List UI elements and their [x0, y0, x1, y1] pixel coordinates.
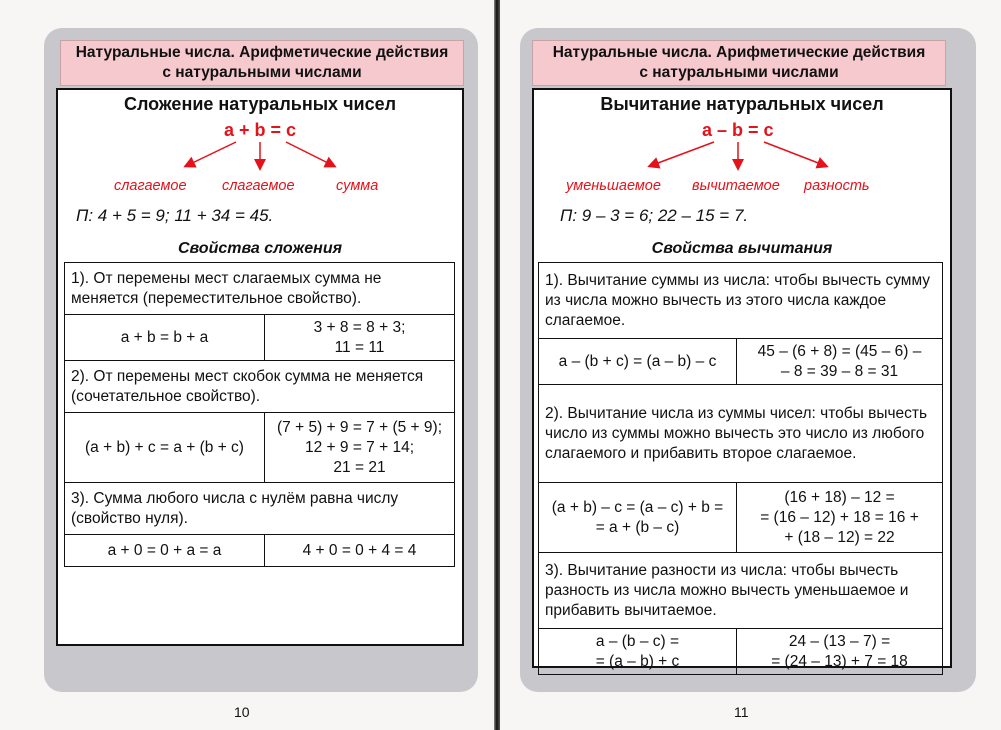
subtraction-title: Вычитание натуральных чисел — [600, 94, 884, 114]
property-example: 24 – (13 – 7) = = (24 – 13) + 7 = 18 — [737, 629, 943, 675]
page-number-left: 10 — [234, 704, 250, 720]
arrow-to-term-1 — [186, 142, 236, 166]
property-example: (7 + 5) + 9 = 7 + (5 + 9); 12 + 9 = 7 + 14; 21 = 21 — [265, 413, 455, 483]
term-addend-1: слагаемое — [114, 178, 187, 194]
right-content-sheet — [532, 88, 952, 668]
property-rule: 3). Сумма любого числа с нулём равна числу (свойство нуля). — [65, 483, 455, 535]
table-row — [65, 535, 455, 567]
subtraction-formula: a – b = c — [702, 120, 774, 140]
table-row — [65, 483, 455, 535]
arrow-to-term-3 — [764, 142, 826, 166]
table-row — [539, 263, 943, 339]
left-page — [0, 0, 495, 730]
property-formula: (a + b) – c = (a – c) + b = = a + (b – c) — [539, 483, 737, 553]
property-example: (16 + 18) – 12 = = (16 – 12) + 18 = 16 + + (18 – 12) = 22 — [737, 483, 943, 553]
property-example: 4 + 0 = 0 + 4 = 4 — [265, 535, 455, 567]
term-sum: сумма — [336, 178, 379, 194]
table-row — [539, 385, 943, 483]
left-page-header: Натуральные числа. Арифметические действия с натуральными числами — [60, 40, 464, 86]
subtraction-example: П: 9 – 3 = 6; 22 – 15 = 7. — [560, 206, 749, 225]
addition-title: Сложение натуральных чисел — [123, 94, 397, 114]
term-addend-2: слагаемое — [222, 178, 295, 194]
addition-formula: a + b = c — [224, 120, 297, 140]
page-number-right: 11 — [734, 704, 749, 720]
table-row — [539, 339, 943, 385]
table-row — [65, 413, 455, 483]
subtraction-properties-title: Свойства вычитания — [651, 240, 833, 257]
arrow-to-term-1 — [650, 142, 714, 166]
property-rule: 1). Вычитание суммы из числа: чтобы вычесть сумму из числа можно вычесть из этого числа каждое слагаемое. — [539, 263, 943, 339]
property-formula: a – (b – c) = = (a – b) + c — [539, 629, 737, 675]
table-row — [539, 629, 943, 675]
property-formula: a – (b + c) = (a – b) – c — [539, 339, 737, 385]
term-minuend: уменьшаемое — [566, 178, 661, 194]
right-page — [500, 0, 1001, 730]
left-content-sheet — [56, 88, 464, 646]
table-row — [539, 553, 943, 629]
property-example: 3 + 8 = 8 + 3; 11 = 11 — [265, 315, 455, 361]
addition-properties-title: Свойства сложения — [177, 240, 343, 257]
property-rule: 1). От перемены мест слагаемых сумма не меняется (переместительное свойство). — [65, 263, 455, 315]
term-difference: разность — [804, 178, 870, 194]
right-content-panel — [520, 28, 976, 692]
table-row — [539, 483, 943, 553]
table-row — [65, 361, 455, 413]
property-rule: 2). Вычитание числа из суммы чисел: чтобы вычесть число из суммы можно вычесть это число из любого слагаемого и прибавить второе слагаемое. — [539, 385, 943, 483]
property-formula: a + b = b + a — [65, 315, 265, 361]
right-page-header: Натуральные числа. Арифметические действия с натуральными числами — [532, 40, 946, 86]
table-row — [65, 315, 455, 361]
addition-example: П: 4 + 5 = 9; 11 + 34 = 45. — [76, 206, 274, 225]
term-subtrahend: вычитаемое — [692, 178, 780, 194]
subtraction-properties-table — [538, 262, 943, 675]
property-formula: (a + b) + c = a + (b + c) — [65, 413, 265, 483]
property-rule: 2). От перемены мест скобок сумма не меняется (сочетательное свойство). — [65, 361, 455, 413]
left-content-panel — [44, 28, 478, 692]
addition-properties-table — [64, 262, 455, 567]
table-row — [65, 263, 455, 315]
property-rule: 3). Вычитание разности из числа: чтобы вычесть разность из числа можно вычесть уменьшаемое и прибавить вычитаемое. — [539, 553, 943, 629]
property-formula: a + 0 = 0 + a = a — [65, 535, 265, 567]
arrow-to-term-3 — [286, 142, 334, 166]
property-example: 45 – (6 + 8) = (45 – 6) – – 8 = 39 – 8 = 31 — [737, 339, 943, 385]
